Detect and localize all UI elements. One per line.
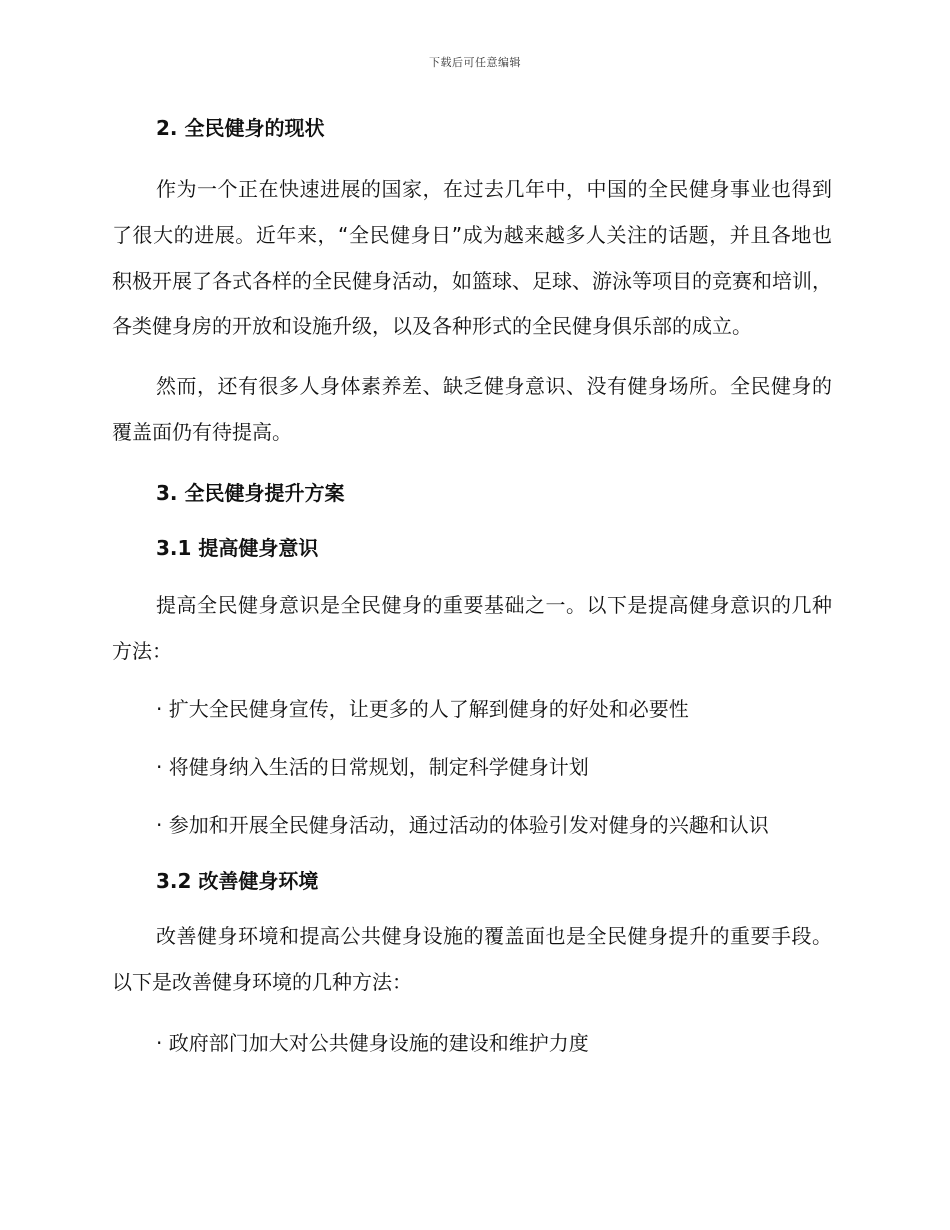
list-item: · 参加和开展全民健身活动，通过活动的体验引发对健身的兴趣和认识 bbox=[156, 813, 769, 838]
section-2-heading: 2. 全民健身的现状 bbox=[156, 116, 325, 140]
document-body bbox=[112, 113, 832, 1058]
section-3-1-intro: 提高全民健身意识是全民健身的重要基础之一。以下是提高健身意识的几种方法： bbox=[112, 592, 832, 663]
section-3-1-heading: 3.1 提高健身意识 bbox=[156, 535, 319, 560]
section-2-paragraph-1: 作为一个正在快速进展的国家，在过去几年中，中国的全民健身事业也得到了很大的进展。近年来，“全民健身日”成为越来越多人关注的话题，并且各地也积极开展了各式各样的全民健身活动，如篮球、足球、游泳等项目的竞赛和培训，各类健身房的开放和设施升级，以及各种形式的全民健身俱乐部的成立。 bbox=[112, 177, 832, 339]
section-3-heading: 3. 全民健身提升方案 bbox=[156, 480, 345, 505]
section-3-2-heading: 3.2 改善健身环境 bbox=[156, 869, 319, 894]
list-item: · 扩大全民健身宣传，让更多的人了解到健身的好处和必要性 bbox=[156, 697, 689, 722]
header-note: 下载后可任意编辑 bbox=[429, 56, 521, 69]
section-3-2-intro: 改善健身环境和提高公共健身设施的覆盖面也是全民健身提升的重要手段。以下是改善健身环境的几种方法： bbox=[112, 924, 832, 995]
list-item: · 将健身纳入生活的日常规划，制定科学健身计划 bbox=[156, 755, 589, 780]
section-2-paragraph-2: 然而，还有很多人身体素养差、缺乏健身意识、没有健身场所。全民健身的覆盖面仍有待提高。 bbox=[112, 374, 832, 444]
list-item: · 政府部门加大对公共健身设施的建设和维护力度 bbox=[156, 1030, 589, 1055]
